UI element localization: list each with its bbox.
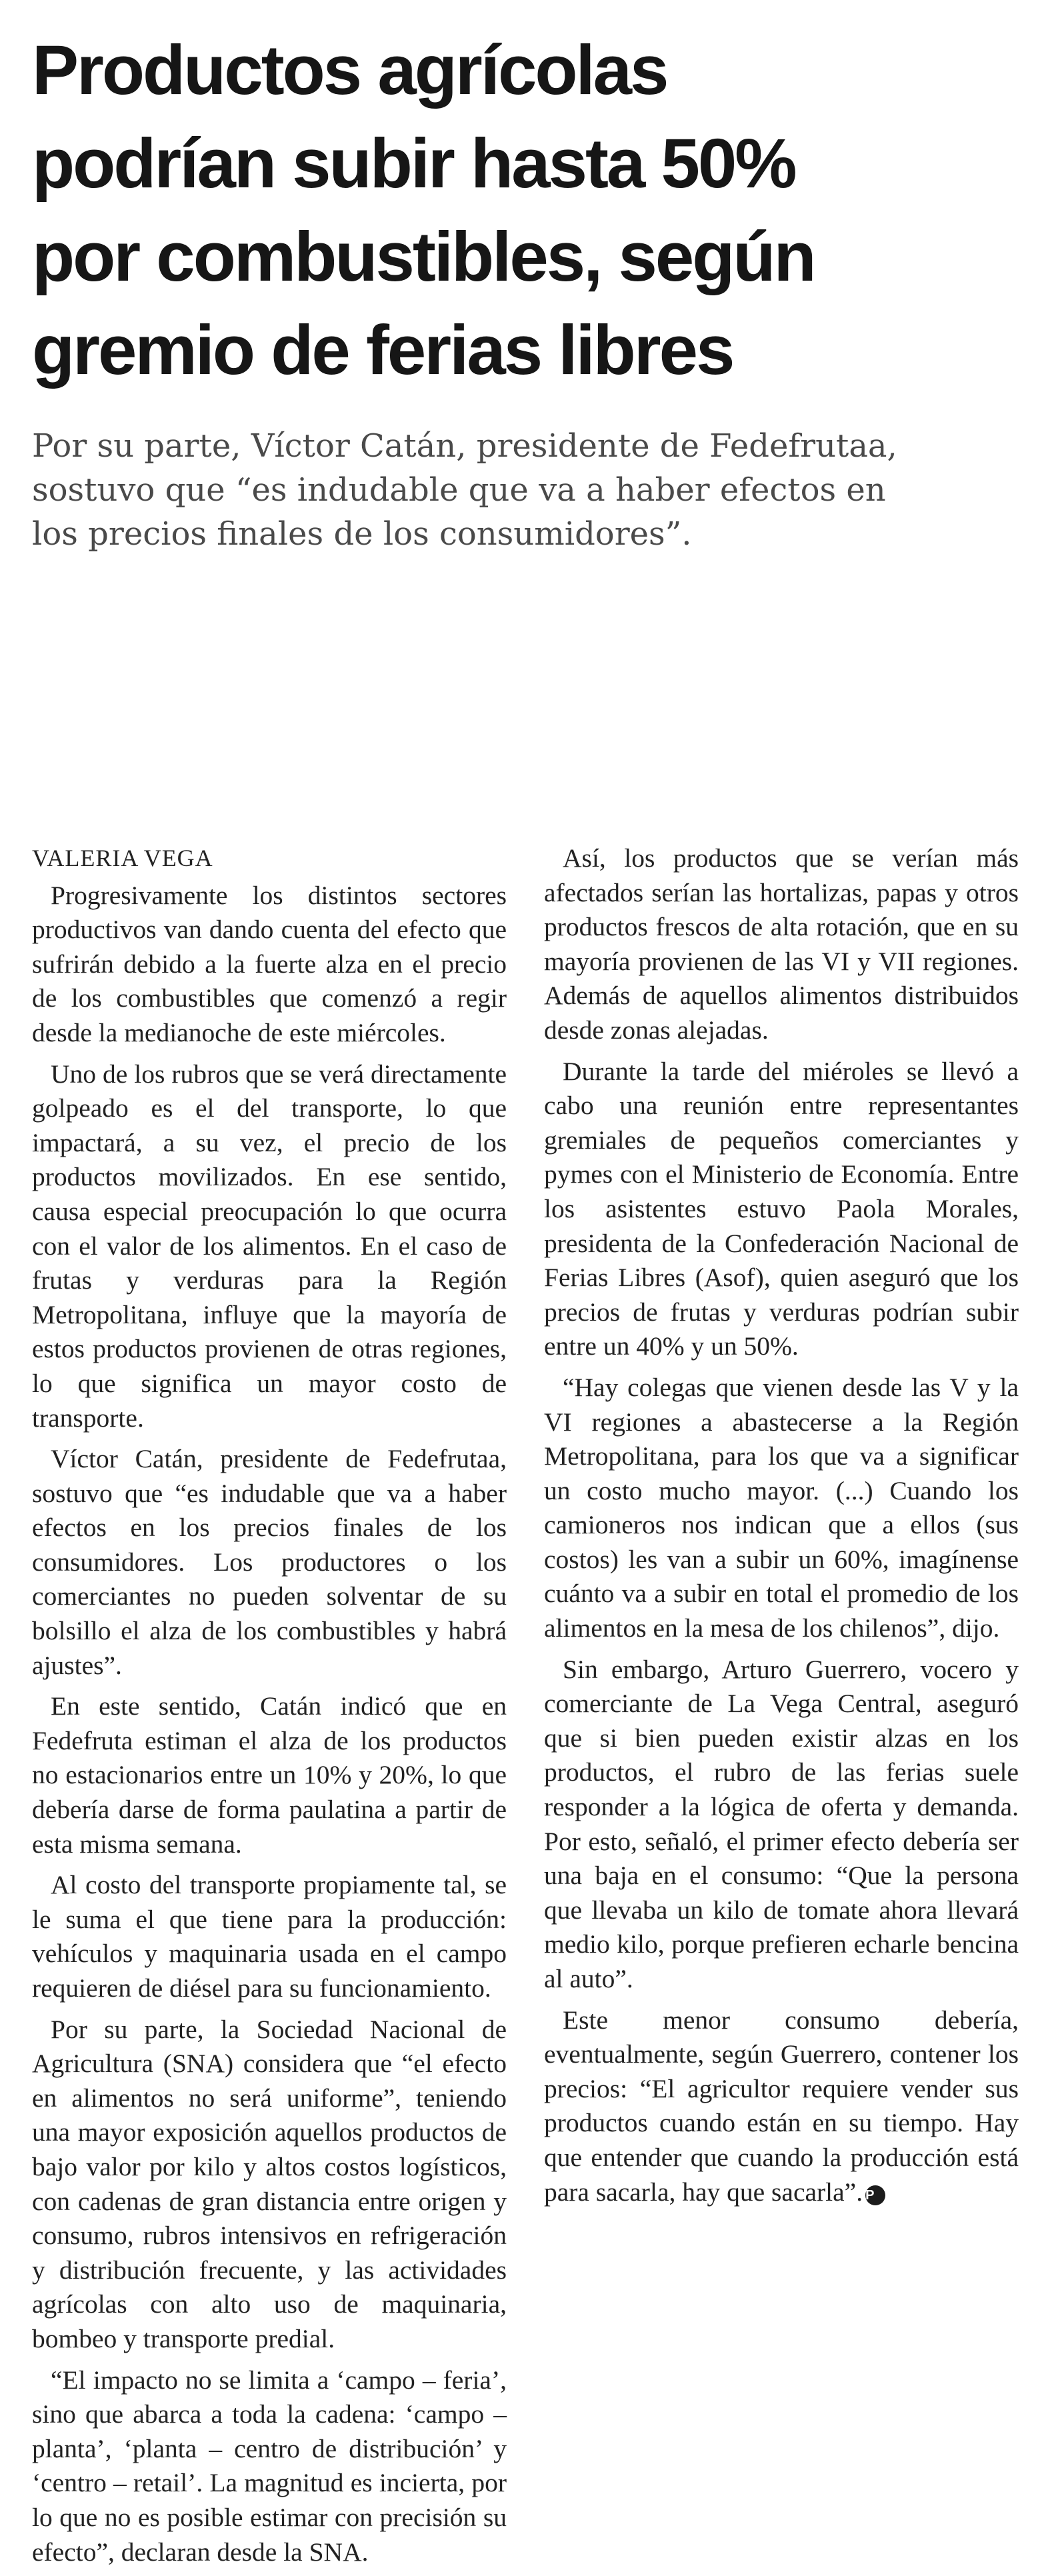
last-paragraph-text: Este menor consumo debería, eventualmente, según Guerrero, contener los precios: “El agricultor requiere vender sus productos cuando están en su tiempo. Hay que entender que cuando la producción está para sacarla, hay que sacarla”.	[544, 2005, 1019, 2207]
headline-line: por combustibles, según	[32, 218, 815, 296]
body-paragraph: Por su parte, la Sociedad Nacional de Agricultura (SNA) considera que “el efecto en alimentos no será uniforme”, teniendo una mayor exposición aquellos productos de bajo valor por kilo y altos costos logísticos, con cadenas de gran distancia entre origen y consumo, rubros intensivos en refrigeración y distribución frecuente, y las actividades agrícolas con alto uso de maquinaria, bombeo y transporte predial.	[32, 2014, 507, 2353]
byline: VALERIA VEGA	[32, 845, 213, 871]
body-paragraph: Así, los productos que se verían más afectados serían las hortalizas, papas y otros productos frescos de alta rotación, que en su mayoría provienen de las VI y VII regiones. Además de aquellos alimentos distribuidos desde zonas alejadas.	[544, 843, 1019, 1045]
body-paragraph: Víctor Catán, presidente de Fedefrutaa, sostuvo que “es indudable que va a haber efectos en los precios finales de los consumidores. Los productores o los comerciantes no pueden solventar de su bolsillo el alza de los combustibles y habrá ajustes”.	[32, 1444, 507, 1680]
headline-line: podrían subir hasta 50%	[32, 125, 795, 203]
lede-line: sostuvo que “es indudable que va a haber efectos en	[32, 471, 886, 509]
lede	[32, 424, 1025, 556]
headline-line: Productos agrícolas	[32, 31, 667, 109]
body-column-left	[32, 841, 507, 2576]
body-paragraph: Progresivamente los distintos sectores productivos van dando cuenta del efecto que sufrirán debido a la fuerte alza en el precio de los combustibles que comenzó a regir desde la medianoche de este miércoles.	[32, 880, 507, 1047]
body-column-right	[544, 841, 1019, 2216]
headline	[32, 24, 1019, 397]
body-paragraph: Al costo del transporte propiamente tal, se le suma el que tiene para la producción: vehículos y maquinaria usada en el campo requieren de diésel para su funcionamiento.	[32, 1870, 507, 2003]
body-paragraph-last	[544, 2003, 1019, 2210]
body-paragraph: Uno de los rubros que se verá directamente golpeado es el del transporte, lo que impactará, a su vez, el precio de los productos movilizados. En ese sentido, causa especial preocupación lo que ocurra con el valor de los alimentos. En el caso de frutas y verduras para la Región Metropolitana, influye que la mayoría de estos productos provienen de otras regiones, lo que significa un mayor costo de transporte.	[32, 1059, 507, 1433]
end-mark-icon: P	[865, 2185, 885, 2205]
body-paragraph: “Hay colegas que vienen desde las V y la VI regiones a abastecerse a la Región Metropolitana, para los que va a significar un costo mucho mayor. (...) Cuando los camioneros nos indican que a ellos (sus costos) les van a subir un 60%, imagínense cuánto va a subir en total el promedio de los alimentos en la mesa de los chilenos”, dijo.	[544, 1372, 1019, 1643]
lede-line: los precios finales de los consumidores”.	[32, 515, 692, 553]
lede-line: Por su parte, Víctor Catán, presidente de Fedefrutaa,	[32, 427, 897, 465]
body-paragraph: Sin embargo, Arturo Guerrero, vocero y comerciante de La Vega Central, aseguró que si bien pueden existir alzas en los productos, el rubro de las ferias suele responder a la lógica de oferta y demanda. Por esto, señaló, el primer efecto debería ser una baja en el consumo: “Que la persona que llevaba un kilo de tomate ahora llevará medio kilo, porque prefieren echarle bencina al auto”.	[544, 1654, 1019, 1993]
headline-line: gremio de ferias libres	[32, 311, 733, 389]
body-paragraph: Durante la tarde del miéroles se llevó a cabo una reunión entre representantes gremiales de pequeños comerciantes y pymes con el Ministerio de Economía. Entre los asistentes estuvo Paola Morales, presidenta de la Confederación Nacional de Ferias Libres (Asof), quien aseguró que los precios de frutas y verduras podrían subir entre un 40% y un 50%.	[544, 1056, 1019, 1361]
body-paragraph: En este sentido, Catán indicó que en Fedefruta estiman el alza de los productos no estacionarios entre un 10% y 20%, lo que debería darse de forma paulatina a partir de esta misma semana.	[32, 1691, 507, 1859]
body-paragraph: “El impacto no se limita a ‘campo – feria’, sino que abarca a toda la cadena: ‘campo – planta’, ‘planta – centro de distribución’ y ‘centro – retail’. La magnitud es incierta, por lo que no es posible estimar con precisión su efecto”, declaran desde la SNA.	[32, 2365, 507, 2567]
